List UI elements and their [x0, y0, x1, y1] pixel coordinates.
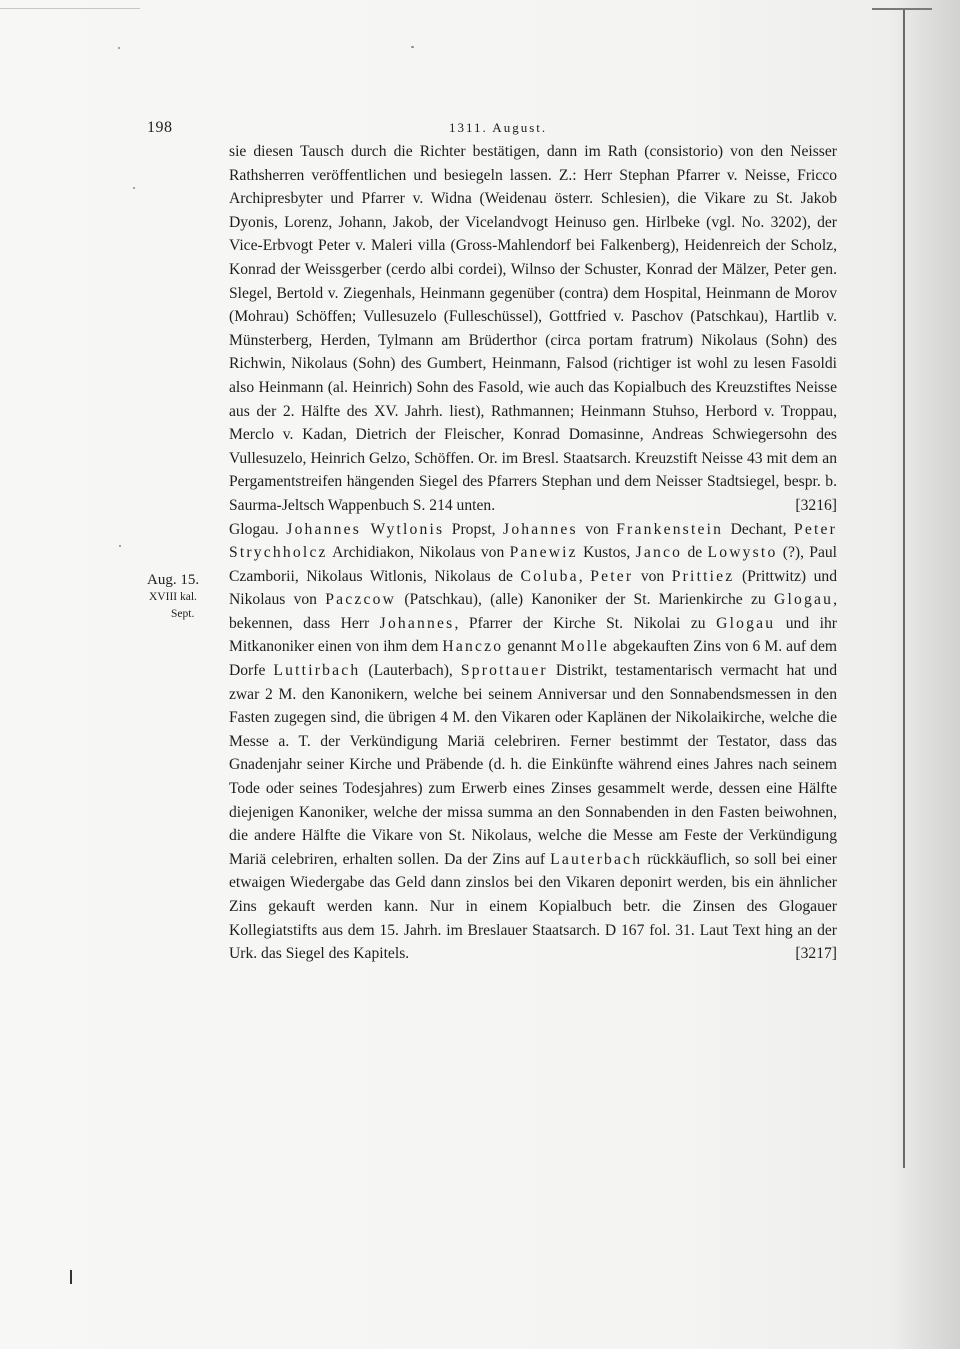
scan-speck [411, 46, 414, 48]
scan-speck [119, 545, 121, 547]
scan-speck [118, 47, 120, 49]
margin-date-day: Aug. 15. [147, 572, 200, 588]
entry-3217-number: [3217] [795, 945, 837, 963]
entry-text: rückkäuflich, so soll bei einer etwaigen Wiedergabe das Geld dann zinslos bei den Vikaren deponirt werden, bis ein ähnlicher Zins gekauft werden kann. Nur in einem Kopialbuch betr. die Zinsen des Glogauer Kollegiatstifts aus dem 15. Jahrh. im Breslauer Staatsarch. D 167 fol. 31. Laut Text hing an der Urk. das Siegel des Kapitels. [229, 850, 837, 963]
person-name: Peter [590, 567, 634, 585]
entry-3217 [229, 518, 837, 966]
entry-text: Kustos, [577, 544, 636, 562]
page-edge-shadow [890, 0, 960, 1349]
entry-text: (Prittwitz) und Nikolaus von [229, 567, 837, 609]
entry-3216-text: sie diesen Tausch durch die Richter bestätigen, dann im Rath (consistorio) von den Neisser Rathsherren veröffentlichen und besiegeln lassen. Z.: Herr Stephan Pfarrer v. Neisse, Fricco Archipresbyter und Pfarrer v. Widna (Weidenau österr. Schlesien), die Vikare zu St. Jakob Dyonis, Lorenz, Johann, Jakob, der Vicelandvogt Heinuso gen. Hirlbeke (vgl. No. 3202), der Vice-Erbvogt Peter v. Maleri villa (Gross-Mahlendorf bei Falkenberg), Heidenreich der Scholz, Konrad der Weissgerber (cerdo albi cordei), Wilnso der Schuster, Konrad der Mälzer, Peter gen. Slegel, Bertold v. Ziegenhals, Heinmann gegenüber (contra) dem Hospital, Heinmann de Morov (Mohrau) Schöffen; Vullesuzelo (Fulleschüssel), Gottfried v. Paschov (Patschkau), Hartlib v. Münsterberg, Herden, Tylmann am Brüderthor (circa portam fratrum) Nikolaus (Sohn) des Richwin, Nikolaus (Sohn) des Gumbert, Heinmann, Falsod (richtiger ist wohl zu lesen Fasoldi also Heinmann (al. Heinrich) Sohn des Fasold, wie auch das Kopialbuch des Kreuzstiftes Neisse aus der 2. Hälfte des XV. Jahrh. liest), Rathmannen; Heinmann Stuhso, Herbord v. Troppau, Merclo v. Kadan, Dietrich der Fleischer, Konrad Domasinne, Andreas Schwiegersohn des Vullesuzelo, Heinrich Gelzo, Schöffen. Or. im Bresl. Staatsarch. Kreuzstift Neisse 43 mit dem an Pergamentstreifen hängenden Siegel des Pfarrers Stephan und dem Neisser Stadtsiegel, bespr. b. Saurma-Jeltsch Wappenbuch S. 214 unten. [229, 143, 837, 514]
entry-3216-number: [3216] [795, 496, 837, 514]
place-name: Lauterbach [550, 850, 643, 868]
entry-text: (?), Paul Czamborii, Nikolaus Witlonis, Nikolaus de [229, 544, 837, 585]
entry-text: , Pfarrer der Kirche St. Nikolai zu [454, 614, 717, 632]
entry-text: Archidiakon, Nikolaus von [327, 544, 510, 562]
entry-text: , [578, 567, 591, 585]
page-number: 198 [147, 119, 173, 136]
entry-text: und ihr Mitkanoniker einen von ihm dem [229, 614, 837, 656]
binding-edge-cap [872, 8, 932, 10]
person-name: Lowysto [707, 544, 778, 562]
place-name: Sprottauer [460, 662, 548, 680]
document-body [229, 140, 837, 966]
entry-text: Distrikt, testamentarisch vermacht hat und zwar 2 M. den Kanonikern, welche bei seinem Anniversar und den Sonnabendsmessen in den Fasten zugegen sind, die übrigen 4 M. den Vikaren oder Kaplänen der Nikolaikirche, welche die Messe a. T. der Verkündigung Mariä celebriren. Ferner bestimmt der Testator, dass das Gnadenjahr seiner Kirche und Präbende (d. h. die Einkünfte während eines Jahres nach seinem Tode oder seines Todesjahres) zum Erwerb eines Zinses gesammelt werde, dessen eine Hälfte diejenigen Kanoniker, welche der missa summa an den Sonnabenden in den Fasten beiwohnen, die andere Hälfte die Vikare von St. Nikolaus, welche die Messe am Feste der Verkündigung Mariä celebriren, erhalten sollen. Da der Zins auf [229, 662, 838, 868]
entry-text: Dechant, [723, 520, 794, 538]
entry-3217-place: Glogau. [229, 520, 279, 538]
place-name: Glogau [716, 614, 776, 632]
margin-date-kalends: XVIII kal. [149, 591, 197, 603]
entry-text: (Lauterbach), [360, 662, 461, 680]
binding-edge-line [903, 8, 905, 1168]
person-name: Molle [560, 638, 609, 656]
scan-speck [133, 187, 135, 189]
place-name: Glogau [774, 591, 834, 609]
person-name: Janco [635, 544, 683, 562]
margin-date-month: Sept. [171, 608, 195, 620]
person-name: Paczcow [325, 591, 397, 609]
entry-3216 [229, 140, 837, 518]
margin-date-note [147, 572, 221, 623]
entry-text: (Patschkau), (alle) Kanoniker der St. Marienkirche zu [396, 591, 774, 609]
person-name: Panewiz [509, 544, 578, 562]
entry-text: Propst, [444, 520, 504, 538]
person-name: Peter Strychholcz [229, 520, 838, 562]
entry-text: von [633, 567, 672, 585]
entry-text: , bekennen, dass Herr [229, 591, 838, 632]
person-name: Hanczo [442, 638, 504, 656]
scan-top-line [0, 8, 140, 9]
running-head: 1311. August. [449, 120, 548, 135]
entry-text: abgekauften Zins von 6 M. auf dem Dorfe [229, 638, 837, 680]
entry-text: de [682, 544, 708, 562]
person-name: Frankenstein [616, 520, 724, 538]
scan-mark [70, 1270, 72, 1284]
entry-text: genannt [503, 638, 561, 656]
person-name: Johannes [379, 614, 455, 632]
person-name: Johannes [503, 520, 578, 538]
entry-text: von [577, 520, 617, 538]
place-name: Luttirbach [273, 662, 361, 680]
person-name: Johannes Wytlonis [286, 520, 445, 538]
person-name: Prittiez [671, 567, 735, 585]
person-name: Coluba [520, 567, 579, 585]
